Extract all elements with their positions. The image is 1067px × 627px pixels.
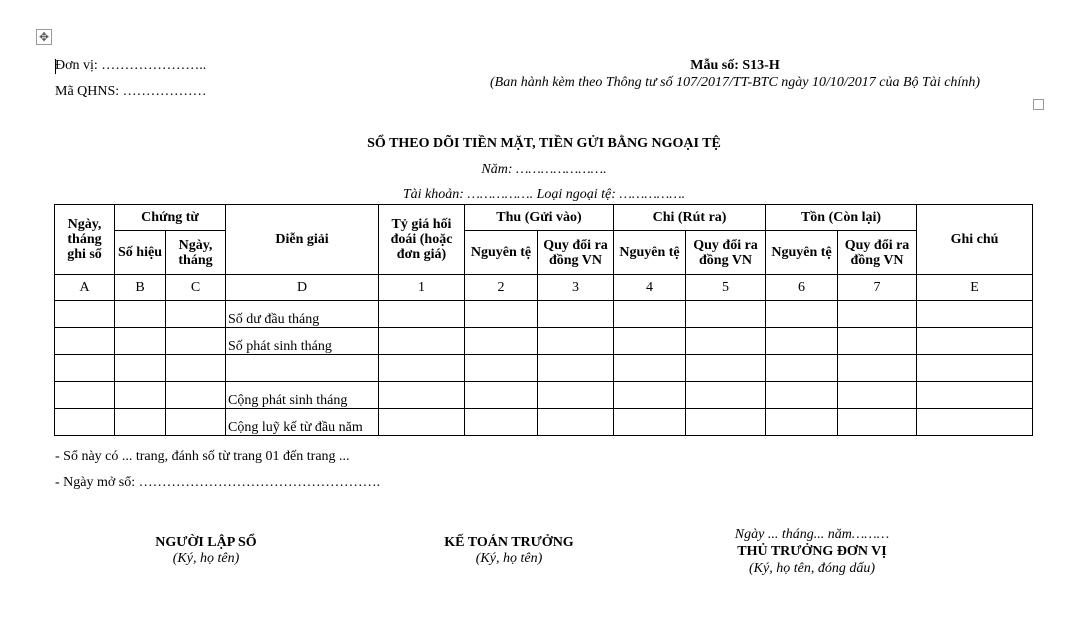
open-date-note: - Ngày mở sổ: …………………………………………….	[55, 475, 381, 490]
table-cell[interactable]	[379, 301, 465, 328]
table-cell[interactable]	[686, 355, 766, 382]
preparer-sub: (Ký, họ tên)	[172, 551, 240, 566]
code-cell: C	[166, 275, 226, 301]
table-row	[55, 301, 1033, 328]
table-cell[interactable]	[166, 409, 226, 436]
table-cell[interactable]	[538, 355, 614, 382]
table-cell[interactable]	[465, 382, 538, 409]
table-cell[interactable]	[766, 382, 838, 409]
col-header-receipts-converted: Quy đổi ra đồng VN	[538, 231, 614, 275]
table-row	[55, 355, 1033, 382]
table-cell[interactable]	[917, 301, 1033, 328]
table-cell[interactable]	[917, 409, 1033, 436]
col-header-payments-original: Nguyên tệ	[614, 231, 686, 275]
table-cell[interactable]	[465, 301, 538, 328]
preparer-title: NGƯỜI LẬP SỔ	[155, 535, 257, 550]
table-cell[interactable]	[766, 328, 838, 355]
table-cell[interactable]	[166, 328, 226, 355]
col-header-voucher-no: Số hiệu	[115, 231, 166, 275]
preparer-signature-block	[106, 535, 306, 567]
table-cell[interactable]	[379, 328, 465, 355]
row-description[interactable]	[226, 355, 379, 382]
table-cell[interactable]	[838, 355, 917, 382]
table-cell[interactable]	[379, 355, 465, 382]
row-description[interactable]: Cộng phát sinh tháng	[226, 382, 379, 409]
col-header-balance-converted: Quy đổi ra đồng VN	[838, 231, 917, 275]
table-resize-handle-icon[interactable]	[1033, 99, 1044, 110]
table-cell[interactable]	[465, 355, 538, 382]
form-number: Mẫu số: S13-H	[690, 58, 780, 73]
table-cell[interactable]	[614, 355, 686, 382]
table-cell[interactable]	[838, 409, 917, 436]
code-cell: 1	[379, 275, 465, 301]
table-cell[interactable]	[55, 328, 115, 355]
row-description[interactable]: Số dư đầu tháng	[226, 301, 379, 328]
table-cell[interactable]	[766, 301, 838, 328]
accountant-title: KẾ TOÁN TRƯỞNG	[444, 535, 574, 550]
table-cell[interactable]	[838, 301, 917, 328]
page-title: SỔ THEO DÕI TIỀN MẶT, TIỀN GỬI BẰNG NGOẠI TỆ	[367, 136, 721, 151]
table-cell[interactable]	[614, 382, 686, 409]
qhns-label: Mã QHNS: ………………	[55, 84, 207, 99]
table-cell[interactable]	[379, 409, 465, 436]
code-cell: D	[226, 275, 379, 301]
table-row	[55, 382, 1033, 409]
head-sub: (Ký, họ tên, đóng dấu)	[749, 561, 875, 576]
row-description[interactable]: Số phát sinh tháng	[226, 328, 379, 355]
col-header-receipts: Thu (Gửi vào)	[465, 205, 614, 231]
code-cell: E	[917, 275, 1033, 301]
table-cell[interactable]	[166, 382, 226, 409]
code-cell: 2	[465, 275, 538, 301]
table-cell[interactable]	[115, 409, 166, 436]
code-cell: 5	[686, 275, 766, 301]
table-cell[interactable]	[115, 355, 166, 382]
code-cell: 6	[766, 275, 838, 301]
table-cell[interactable]	[917, 355, 1033, 382]
col-header-rate: Tỷ giá hối đoái (hoặc đơn giá)	[379, 205, 465, 275]
unit-label: Đơn vị: …………………..	[55, 58, 207, 73]
header-row-1	[55, 205, 1033, 231]
year-line: Năm: ………………….	[481, 162, 607, 177]
col-header-desc: Diễn giải	[226, 205, 379, 275]
column-code-row	[55, 275, 1033, 301]
code-cell: 7	[838, 275, 917, 301]
table-cell[interactable]	[115, 301, 166, 328]
table-cell[interactable]	[686, 301, 766, 328]
table-row	[55, 409, 1033, 436]
col-header-voucher: Chứng từ	[115, 205, 226, 231]
table-cell[interactable]	[379, 382, 465, 409]
code-cell: 4	[614, 275, 686, 301]
account-line: Tài khoản: ……………. Loại ngoại tệ: …………….	[402, 187, 686, 202]
table-cell[interactable]	[838, 328, 917, 355]
table-cell[interactable]	[538, 328, 614, 355]
table-cell[interactable]	[465, 409, 538, 436]
table-cell[interactable]	[465, 328, 538, 355]
col-header-balance-original: Nguyên tệ	[766, 231, 838, 275]
table-move-handle-icon[interactable]: ✥	[36, 29, 52, 45]
table-cell[interactable]	[538, 382, 614, 409]
pages-note: - Sổ này có ... trang, đánh số từ trang 01 đến trang ...	[55, 449, 350, 464]
table-cell[interactable]	[766, 355, 838, 382]
table-cell[interactable]	[115, 382, 166, 409]
code-cell: A	[55, 275, 115, 301]
table-cell[interactable]	[55, 355, 115, 382]
table-cell[interactable]	[917, 328, 1033, 355]
issued-by-note: (Ban hành kèm theo Thông tư số 107/2017/TT-BTC ngày 10/10/2017 của Bộ Tài chính)	[490, 75, 980, 90]
table-cell[interactable]	[686, 409, 766, 436]
table-cell[interactable]	[686, 328, 766, 355]
col-header-receipts-original: Nguyên tệ	[465, 231, 538, 275]
col-header-payments: Chi (Rút ra)	[614, 205, 766, 231]
head-date: Ngày ... tháng... năm………	[734, 527, 890, 542]
table-cell[interactable]	[55, 409, 115, 436]
accountant-sub: (Ký, họ tên)	[475, 551, 543, 566]
table-cell[interactable]	[614, 409, 686, 436]
table-cell[interactable]	[166, 355, 226, 382]
head-title: THỦ TRƯỞNG ĐƠN VỊ	[737, 544, 887, 559]
table-cell[interactable]	[166, 301, 226, 328]
table-row	[55, 328, 1033, 355]
table-cell[interactable]	[766, 409, 838, 436]
row-description[interactable]: Cộng luỹ kế từ đầu năm	[226, 409, 379, 436]
table-cell[interactable]	[917, 382, 1033, 409]
col-header-date: Ngày, tháng ghi sổ	[55, 205, 115, 275]
col-header-notes: Ghi chú	[917, 205, 1033, 275]
table-cell[interactable]	[838, 382, 917, 409]
table-cell[interactable]	[614, 328, 686, 355]
ledger-table	[54, 204, 1033, 436]
head-signature-block	[692, 526, 932, 577]
table-cell[interactable]	[614, 301, 686, 328]
table-cell[interactable]	[538, 409, 614, 436]
col-header-voucher-date: Ngày, tháng	[166, 231, 226, 275]
table-cell[interactable]	[55, 382, 115, 409]
header-row-2	[55, 231, 1033, 275]
table-cell[interactable]	[538, 301, 614, 328]
table-cell[interactable]	[686, 382, 766, 409]
accountant-signature-block	[409, 535, 609, 567]
table-cell[interactable]	[55, 301, 115, 328]
code-cell: B	[115, 275, 166, 301]
col-header-payments-converted: Quy đổi ra đồng VN	[686, 231, 766, 275]
table-cell[interactable]	[115, 328, 166, 355]
code-cell: 3	[538, 275, 614, 301]
col-header-balance: Tồn (Còn lại)	[766, 205, 917, 231]
